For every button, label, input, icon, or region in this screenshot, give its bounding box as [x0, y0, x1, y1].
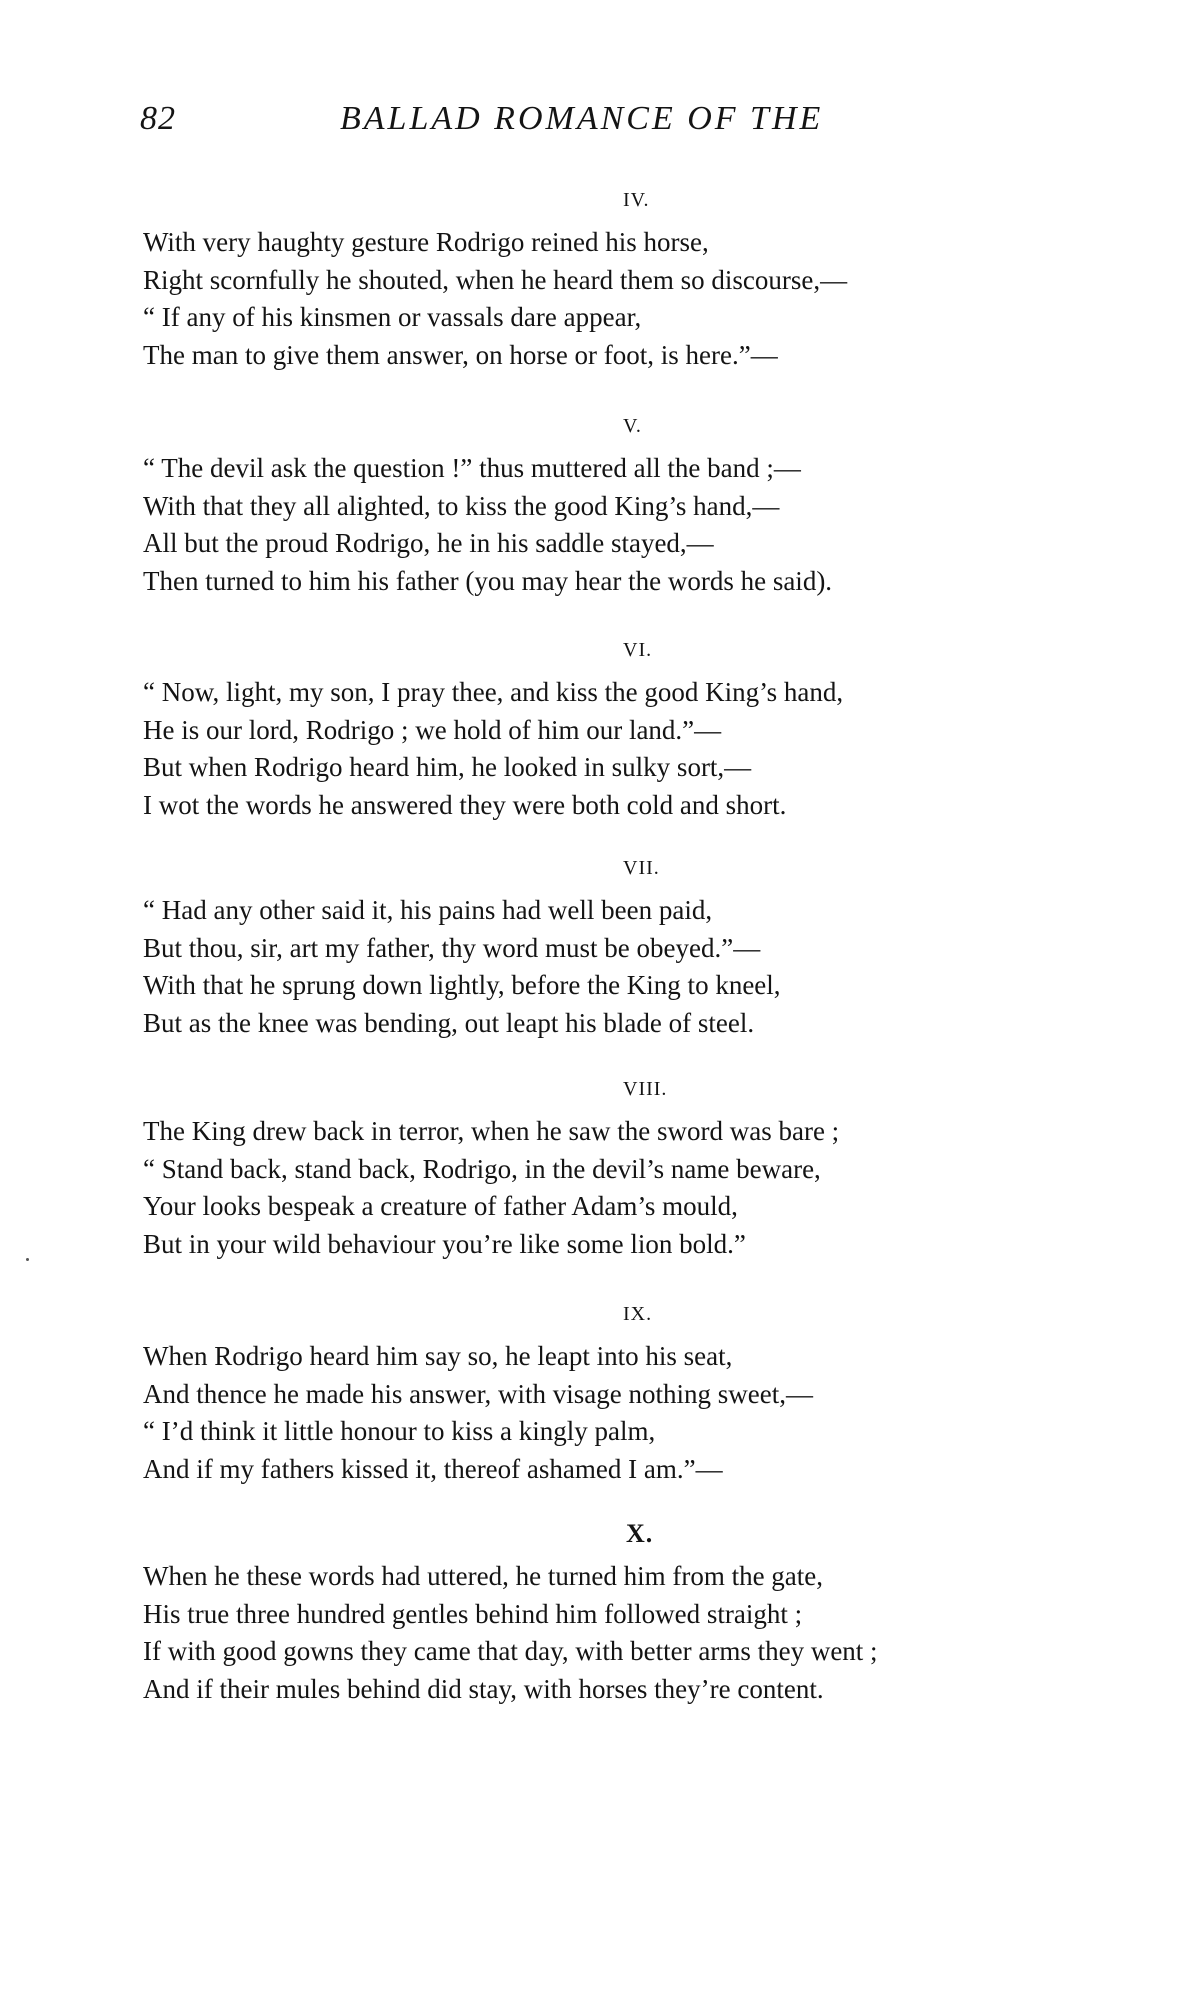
verse-line: All but the proud Rodrigo, he in his saddle stayed,— — [143, 528, 714, 558]
stanza-numeral: VII. — [623, 857, 660, 879]
verse-line: Your looks bespeak a creature of father Adam’s mould, — [143, 1191, 738, 1221]
stanza-numeral: VI. — [623, 639, 653, 661]
verse-line: I wot the words he answered they were both cold and short. — [143, 789, 787, 820]
verse-line: With very haughty gesture Rodrigo reined his horse, — [143, 227, 709, 257]
verse-line: The King drew back in terror, when he saw the sword was bare ; — [143, 1116, 840, 1146]
page-number: 82 — [140, 100, 176, 137]
stanza-v — [143, 414, 1123, 600]
stanza-numeral: X. — [626, 1519, 654, 1548]
verse-line: Right scornfully he shouted, when he heard them so discourse,— — [143, 264, 848, 295]
verse-line: The man to give them answer, on horse or foot, is here.”— — [143, 339, 778, 370]
verse-line: But as the knee was bending, out leapt his blade of steel. — [143, 1007, 755, 1038]
stanza-numeral: IV. — [623, 189, 650, 211]
verse-line: “ Stand back, stand back, Rodrigo, in the devil’s name beware, — [143, 1153, 821, 1184]
scan-speck — [26, 1258, 29, 1261]
stanza-numeral: V. — [623, 415, 642, 437]
stanza-x — [143, 1519, 1123, 1708]
stanza-vii — [143, 856, 1123, 1042]
verse-line: And if their mules behind did stay, with horses they’re content. — [143, 1673, 824, 1704]
verse-line: He is our lord, Rodrigo ; we hold of him our land.”— — [143, 714, 722, 745]
stanza-viii — [143, 1077, 1123, 1263]
verse-line: With that he sprung down lightly, before the King to kneel, — [143, 970, 781, 1000]
stanza-numeral: VIII. — [623, 1078, 668, 1100]
verse-line: But in your wild behaviour you’re like some lion bold.” — [143, 1228, 746, 1259]
verse-line: “ Had any other said it, his pains had well been paid, — [143, 895, 713, 925]
verse-line: With that they all alighted, to kiss the good King’s hand,— — [143, 490, 780, 521]
stanza-numeral: IX. — [623, 1303, 653, 1325]
verse-line: When he these words had uttered, he turned him from the gate, — [143, 1561, 824, 1591]
verse-line: And thence he made his answer, with visage nothing sweet,— — [143, 1378, 814, 1409]
verse-line: But when Rodrigo heard him, he looked in sulky sort,— — [143, 752, 752, 782]
verse-line: If with good gowns they came that day, with better arms they went ; — [143, 1636, 878, 1666]
running-title: BALLAD ROMANCE OF THE — [340, 100, 824, 137]
verse-line: “ I’d think it little honour to kiss a kingly palm, — [143, 1416, 656, 1446]
verse-line: And if my fathers kissed it, thereof ashamed I am.”— — [143, 1453, 723, 1484]
verse-line: But thou, sir, art my father, thy word must be obeyed.”— — [143, 932, 761, 963]
stanza-ix — [143, 1302, 1123, 1488]
verse-line: “ If any of his kinsmen or vassals dare appear, — [143, 302, 642, 332]
stanza-vi — [143, 638, 1123, 824]
verse-line: When Rodrigo heard him say so, he leapt into his seat, — [143, 1341, 733, 1371]
verse-line: His true three hundred gentles behind him followed straight ; — [143, 1598, 803, 1629]
stanza-iv — [143, 188, 1123, 374]
verse-line: “ Now, light, my son, I pray thee, and kiss the good King’s hand, — [143, 677, 844, 707]
page-header — [140, 100, 960, 150]
verse-line: Then turned to him his father (you may hear the words he said). — [143, 565, 833, 596]
verse-line: “ The devil ask the question !” thus muttered all the band ;— — [143, 453, 801, 483]
